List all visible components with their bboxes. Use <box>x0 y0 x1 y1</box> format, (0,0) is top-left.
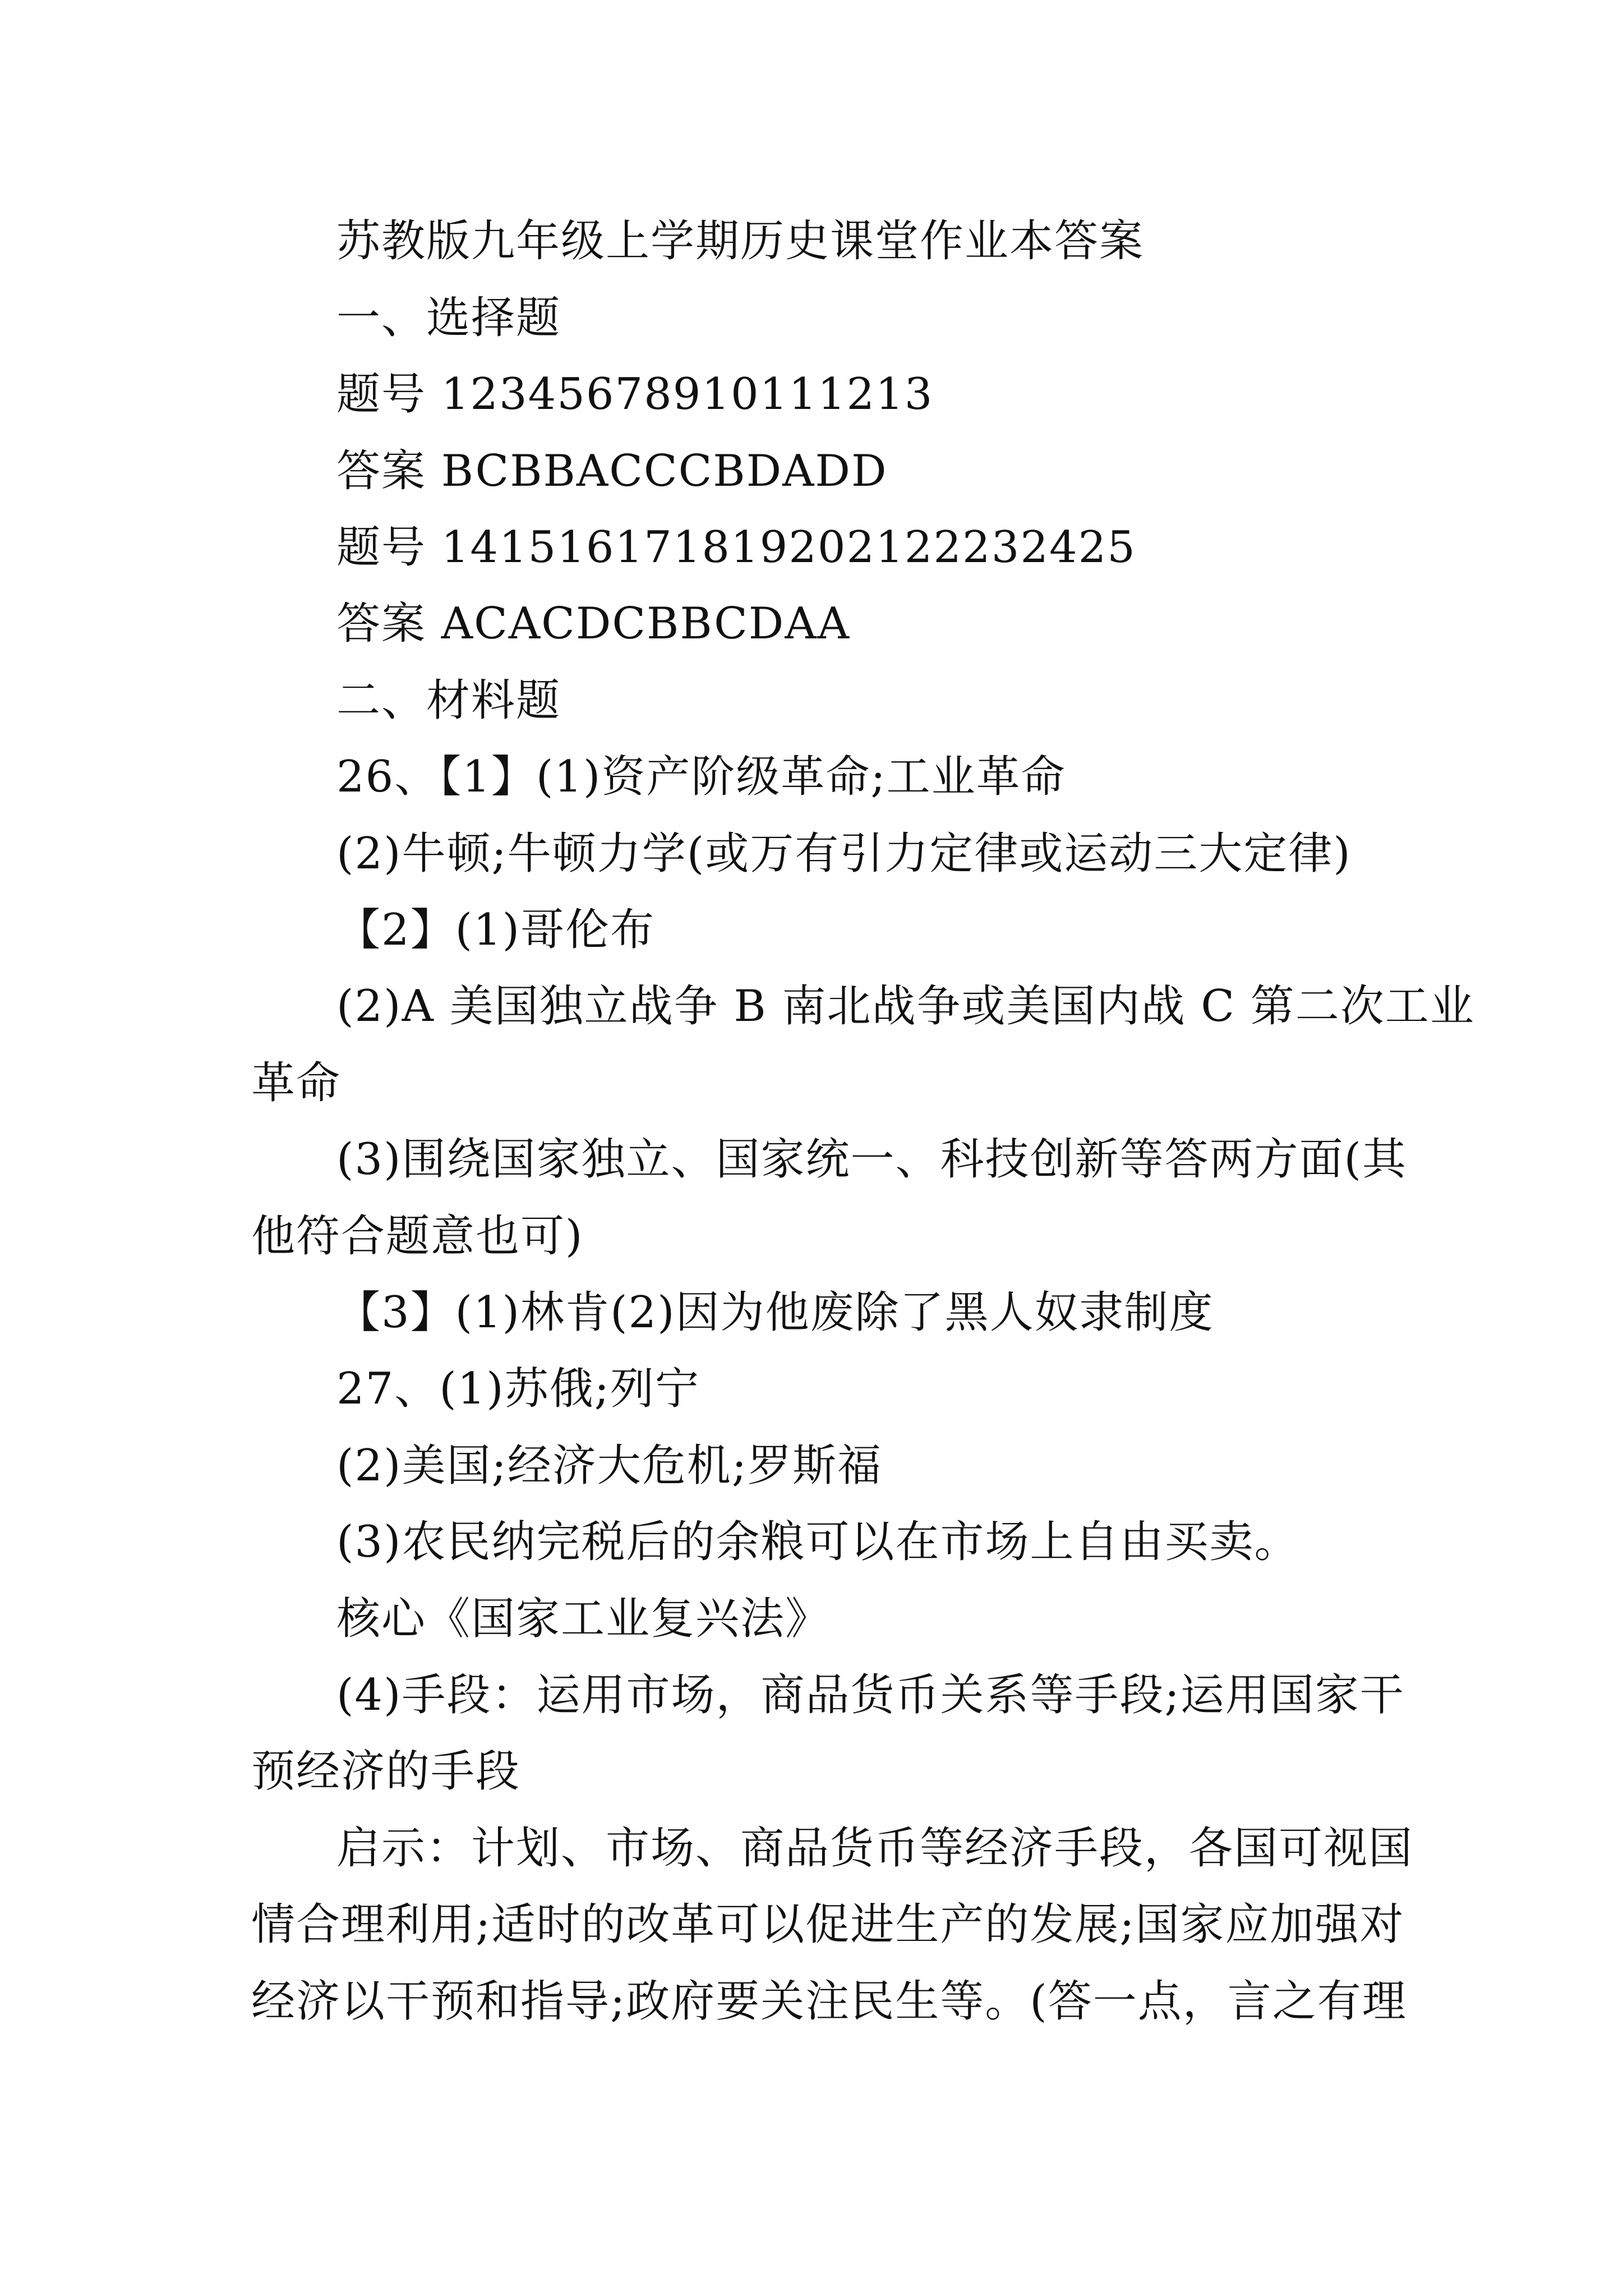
q26-part2-sub3-line2: 他符合题意也可) <box>251 1211 584 1262</box>
q27-insight-line2: 情合理利用;适时的改革可以促进生产的发展;国家应加强对 <box>251 1899 1405 1950</box>
q26-part1-sub2: (2)牛顿;牛顿力学(或万有引力定律或运动三大定律) <box>336 829 1352 879</box>
q26-part2-sub1: 【2】(1)哥伦布 <box>336 905 656 955</box>
q27-sub4-line1: (4)手段：运用市场，商品货币关系等手段;运用国家干 <box>336 1670 1405 1720</box>
q27-insight-line1: 启示：计划、市场、商品货币等经济手段，各国可视国 <box>336 1823 1414 1874</box>
q26-part2-sub2-line2: 革命 <box>251 1058 342 1108</box>
q27-insight-line3: 经济以干预和指导;政府要关注民生等。(答一点，言之有理 <box>251 1976 1407 2027</box>
q26-part2-sub3-line1: (3)围绕国家独立、国家统一、科技创新等答两方面(其 <box>336 1134 1407 1185</box>
q26-part2-sub2-line1: (2)A 美国独立战争 B 南北战争或美国内战 C 第二次工业 <box>336 981 1475 1032</box>
answers-row-2: 答案 ACACDCBBCDAA <box>336 599 850 649</box>
question-numbers-row-2: 题号 141516171819202122232425 <box>336 522 1136 573</box>
q27-sub3: (3)农民纳完税后的余粮可以在市场上自由买卖。 <box>336 1517 1299 1567</box>
document-title: 苏教版九年级上学期历史课堂作业本答案 <box>336 216 1145 266</box>
q27-sub2: (2)美国;经济大危机;罗斯福 <box>336 1441 883 1491</box>
section-heading-material: 二、材料题 <box>336 675 561 726</box>
answers-row-1: 答案 BCBBACCCBDADD <box>336 446 888 496</box>
q27-sub4-line2: 预经济的手段 <box>251 1746 521 1797</box>
question-numbers-row-1: 题号 12345678910111213 <box>336 369 934 420</box>
q26-part3-answer: 【3】(1)林肯(2)因为他废除了黑人奴隶制度 <box>336 1287 1214 1338</box>
section-heading-choice: 一、选择题 <box>336 293 561 343</box>
q27-sub1: 27、(1)苏俄;列宁 <box>336 1364 700 1414</box>
q26-part1-answer: 26、【1】(1)资产阶级革命;工业革命 <box>336 752 1066 802</box>
q27-core-law: 核心《国家工业复兴法》 <box>336 1594 831 1644</box>
